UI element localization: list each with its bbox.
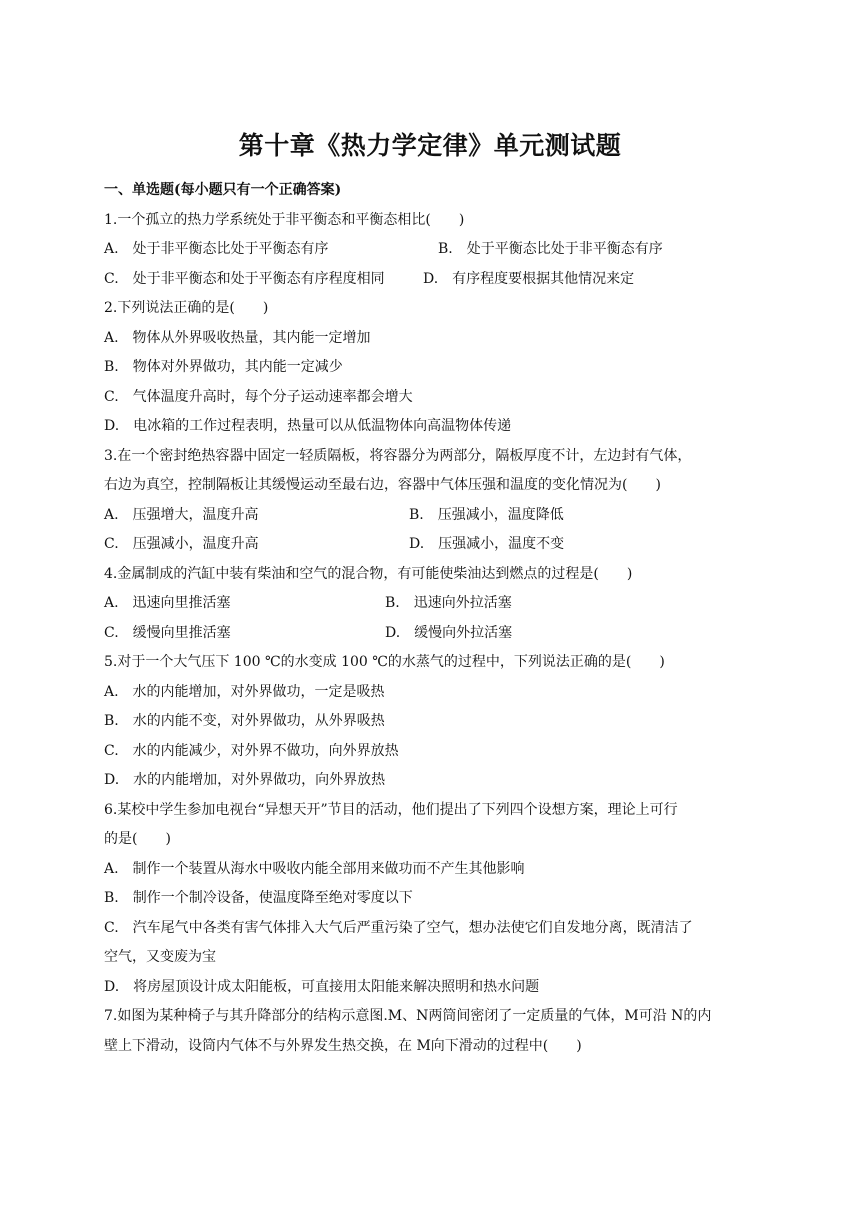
question-5-option-a: A. 水的内能增加，对外界做功，一定是吸热 (104, 684, 385, 700)
question-3-option-d: D. 压强减小，温度不变 (409, 536, 565, 552)
question-6-option-b: B. 制作一个制冷设备，使温度降至绝对零度以下 (104, 890, 413, 906)
question-4-option-b: B. 迅速向外拉活塞 (385, 595, 512, 611)
question-4-option-d: D. 缓慢向外拉活塞 (385, 625, 513, 641)
question-4-option-c: C. 缓慢向里推活塞 (104, 625, 231, 641)
question-3-stem-line-2: 右边为真空，控制隔板让其缓慢运动至最右边，容器中气体压强和温度的变化情况为( ) (104, 477, 661, 493)
question-2-option-b: B. 物体对外界做功，其内能一定减少 (104, 359, 343, 375)
question-1-stem: 1.一个孤立的热力学系统处于非平衡态和平衡态相比( ) (104, 212, 465, 228)
section-heading: 一、单选题(每小题只有一个正确答案) (104, 182, 342, 198)
question-6-stem-line-2: 的是( ) (104, 831, 171, 847)
question-1-option-b: B. 处于平衡态比处于非平衡态有序 (438, 241, 663, 257)
question-6-option-a: A. 制作一个装置从海水中吸收内能全部用来做功而不产生其他影响 (104, 861, 525, 877)
question-2-stem: 2.下列说法正确的是( ) (104, 300, 269, 316)
question-7-stem-line-1: 7.如图为某种椅子与其升降部分的结构示意图.M、N两筒间密闭了一定质量的气体，M可沿 N的内 (104, 1008, 712, 1024)
question-5-option-b: B. 水的内能不变，对外界做功，从外界吸热 (104, 713, 385, 729)
question-2-option-a: A. 物体从外界吸收热量，其内能一定增加 (104, 330, 371, 346)
question-6-option-c-line-1: C. 汽车尾气中各类有害气体排入大气后严重污染了空气，想办法使它们自发地分离，既清洁了 (104, 920, 693, 936)
question-6-option-c-line-2: 空气，又变废为宝 (104, 949, 216, 965)
question-3-option-c: C. 压强减小，温度升高 (104, 536, 259, 552)
question-5-option-c: C. 水的内能减少，对外界不做功，向外界放热 (104, 743, 399, 759)
question-1-option-c: C. 处于非平衡态和处于平衡态有序程度相同 (104, 271, 385, 287)
question-2-option-d: D. 电冰箱的工作过程表明，热量可以从低温物体向高温物体传递 (104, 418, 512, 434)
page-title: 第十章《热力学定律》单元测试题 (238, 131, 622, 160)
question-5-stem: 5.对于一个大气压下 100 ℃的水变成 100 ℃的水蒸气的过程中，下列说法正确的是( ) (104, 654, 665, 670)
question-3-option-b: B. 压强减小，温度降低 (409, 507, 564, 523)
question-7-stem-line-2: 壁上下滑动，设筒内气体不与外界发生热交换，在 M向下滑动的过程中( ) (104, 1038, 582, 1054)
question-2-option-c: C. 气体温度升高时，每个分子运动速率都会增大 (104, 389, 413, 405)
question-5-option-d: D. 水的内能增加，对外界做功，向外界放热 (104, 772, 386, 788)
question-3-stem-line-1: 3.在一个密封绝热容器中固定一轻质隔板，将容器分为两部分，隔板厚度不计，左边封有气体， (104, 448, 692, 464)
question-3-option-a: A. 压强增大，温度升高 (104, 507, 259, 523)
question-1-option-d: D. 有序程度要根据其他情况来定 (423, 271, 635, 287)
question-6-option-d: D. 将房屋顶设计成太阳能板，可直接用太阳能来解决照明和热水问题 (104, 979, 540, 995)
question-1-option-a: A. 处于非平衡态比处于平衡态有序 (104, 241, 329, 257)
question-4-stem: 4.金属制成的汽缸中装有柴油和空气的混合物，有可能使柴油达到燃点的过程是( ) (104, 566, 633, 582)
question-4-option-a: A. 迅速向里推活塞 (104, 595, 231, 611)
question-6-stem-line-1: 6.某校中学生参加电视台“异想天开”节目的活动，他们提出了下列四个设想方案，理论上可行 (104, 802, 678, 818)
